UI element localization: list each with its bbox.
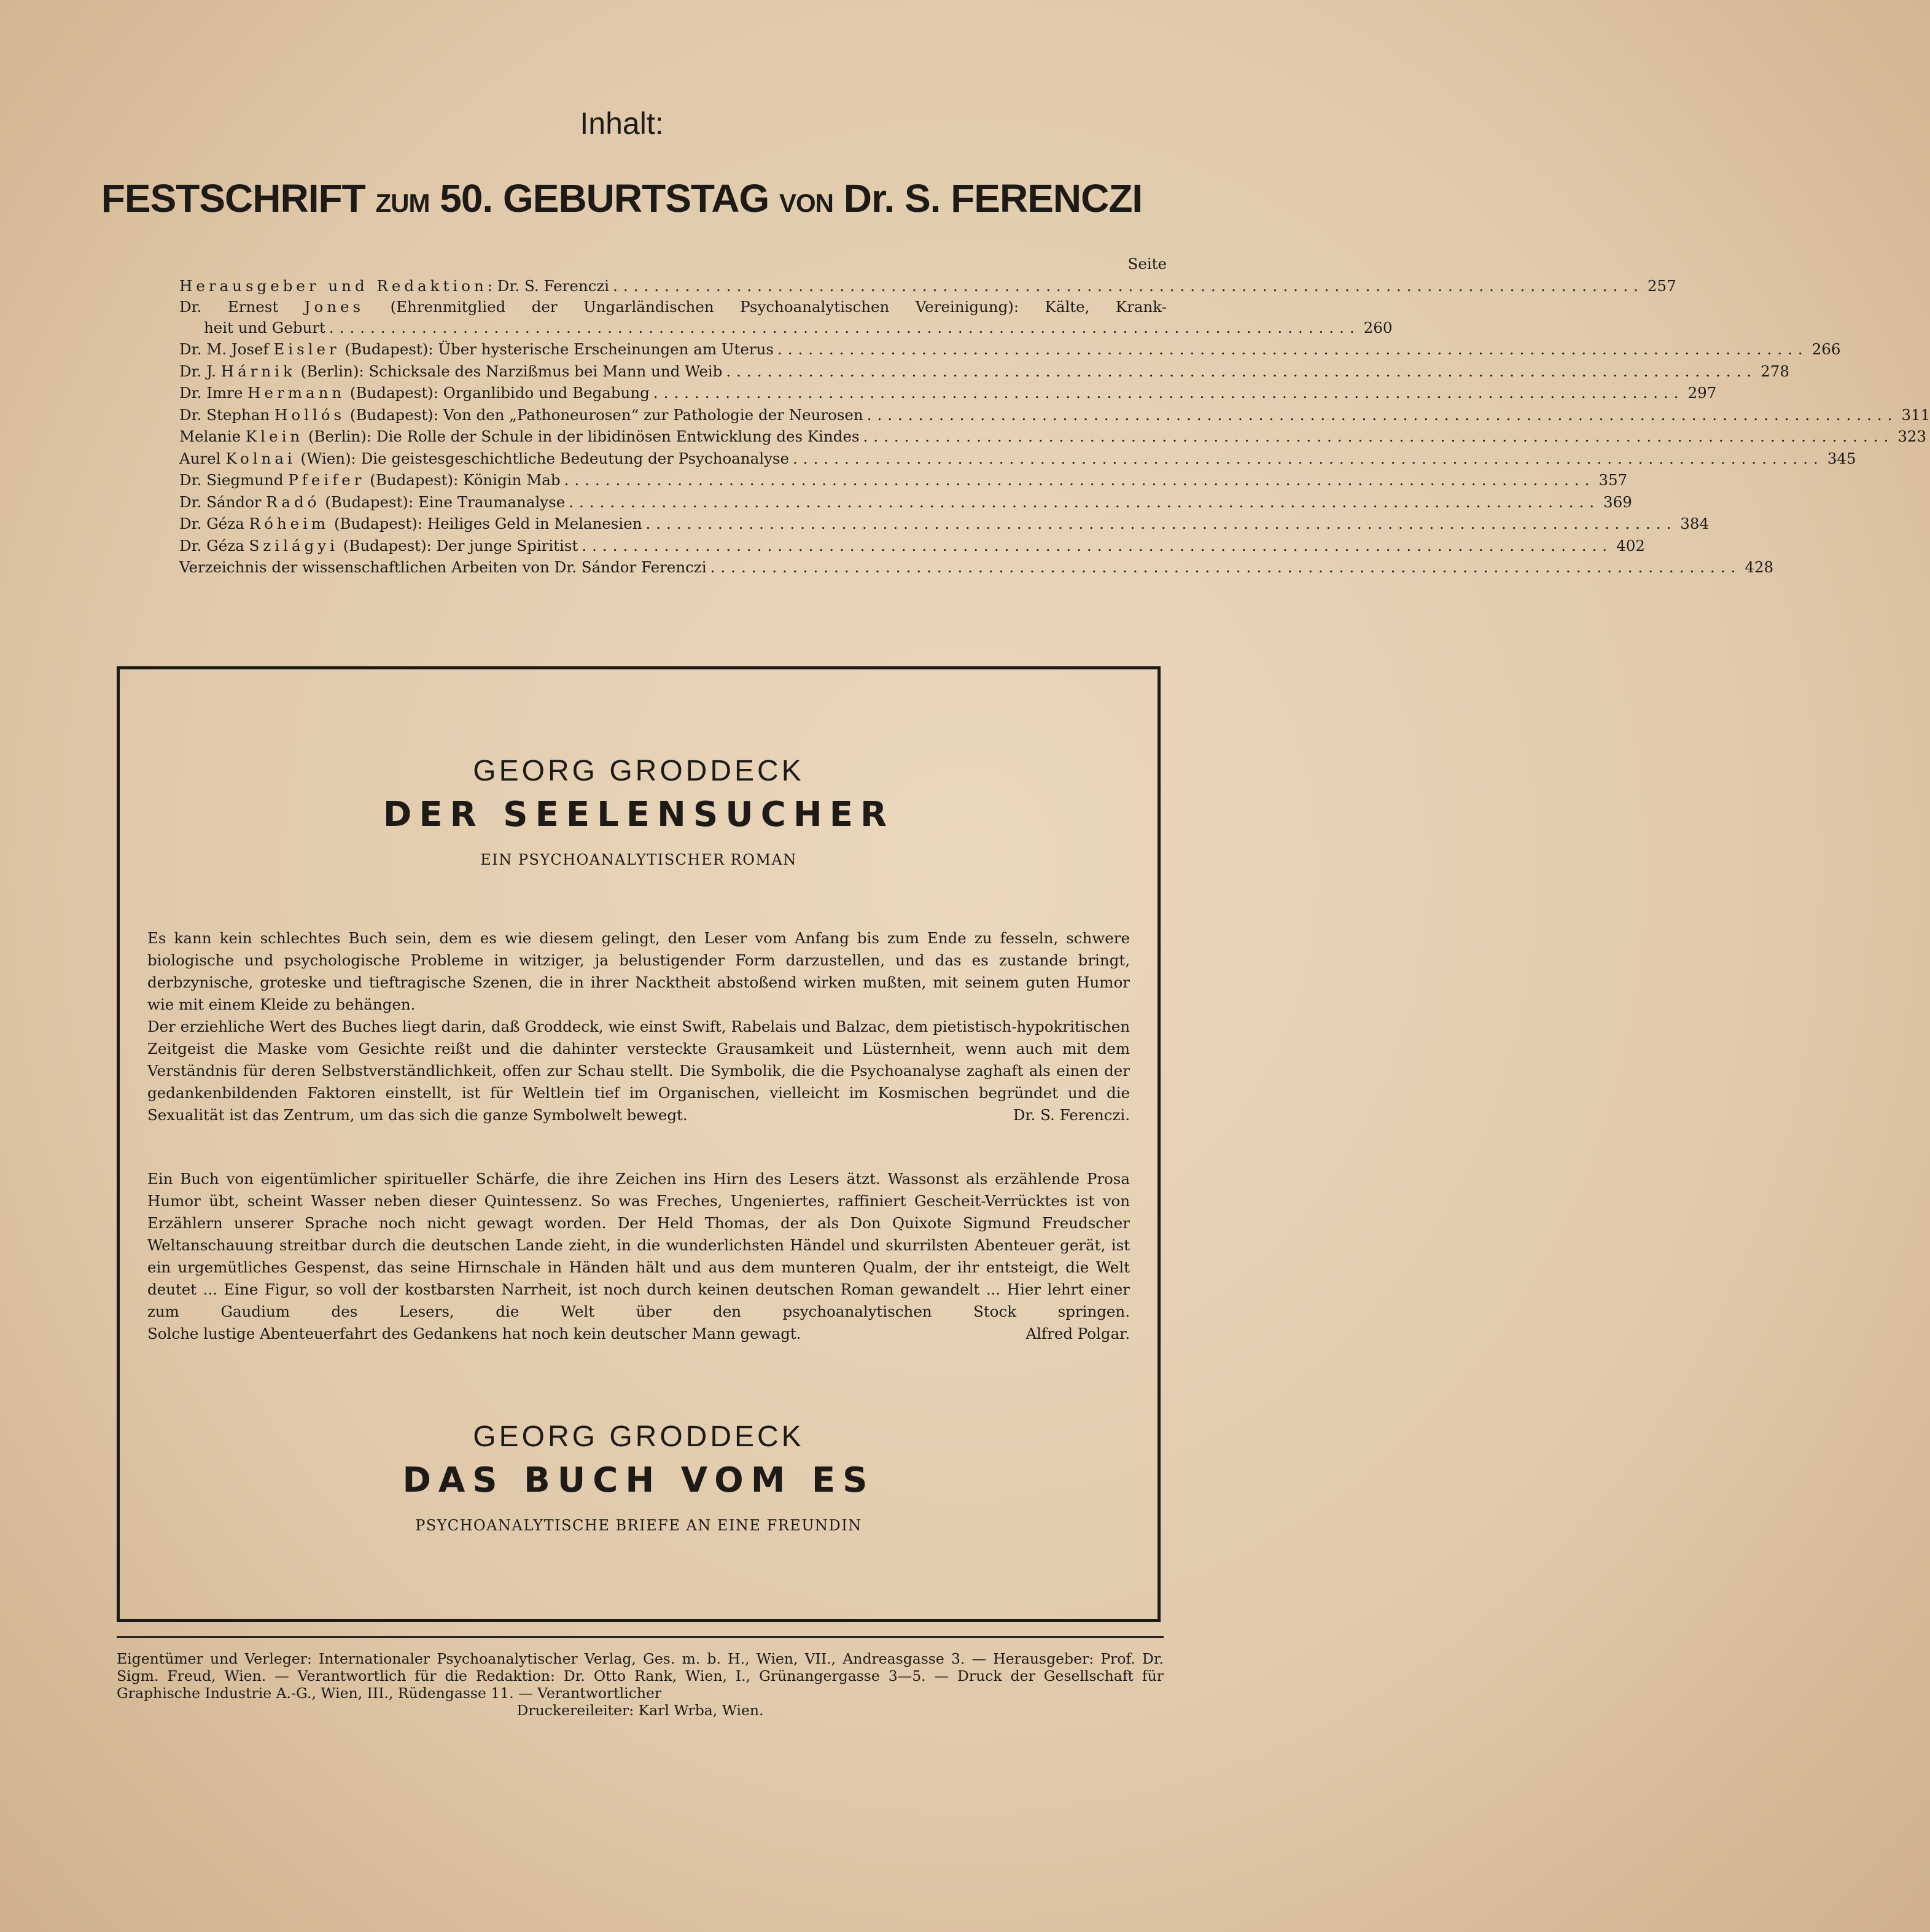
- leader-dots: ....................................................................................................: [726, 362, 1757, 380]
- toc-entry-rest: (Wien): Die geistesgeschichtliche Bedeutung der Psychoanalyse: [295, 449, 790, 467]
- book1-author: GEORG GRODDECK: [473, 755, 804, 787]
- toc-entry-name: Pfeifer: [288, 471, 365, 489]
- toc-entry-page: 357: [1598, 471, 1628, 489]
- book1-title: DER SEELENSUCHER: [383, 795, 895, 835]
- toc-entry-page: 266: [1811, 340, 1841, 358]
- toc-entry: [179, 360, 1789, 383]
- toc-entry: [179, 275, 1676, 297]
- table-of-contents: [179, 253, 1930, 578]
- advertisement-box: [117, 666, 1161, 1622]
- toc-entry-name: Jones: [304, 298, 365, 316]
- leader-dots: ....................................................................................................: [793, 449, 1824, 467]
- toc-entry-rest: (Berlin): Die Rolle der Schule in der libidinösen Entwicklung des Kindes: [303, 427, 860, 445]
- toc-entry-prefix: Aurel: [179, 449, 226, 467]
- toc-entry-prefix: Dr. Géza: [179, 515, 249, 532]
- leader-dots: ....................................................................................................: [329, 319, 1360, 337]
- toc-entry-name: Radó: [266, 493, 321, 511]
- toc-entry-rest: (Budapest): Der junge Spiritist: [338, 536, 578, 555]
- toc-entry: [179, 448, 1856, 470]
- leader-dots: ....................................................................................................: [710, 558, 1741, 576]
- toc-entry: [179, 491, 1632, 513]
- toc-entry-page: 369: [1603, 493, 1632, 511]
- imprint-text: Eigentümer und Verleger: Internationaler Psychoanalytischer Verlag, Ges. m. b. H., Wien, VII., Andreasgasse 3. — Herausgeber: Prof. Dr. Sigm. Freud, Wien. — Verantwortlich für die Redaktion: Dr. Otto Rank, Wien, I., Grünangergasse 3—5. — Druck der Gesellschaft für Graphische Industrie A.-G., Wien, III., Rüdengasse 11. — Verantwortlicher: [117, 1650, 1164, 1702]
- review-polgar-last-line: [147, 1323, 1130, 1345]
- toc-entry-rest: (Ehrenmitglied der Ungarländischen Psychoanalytischen Vereinigung): Kälte, Krank-: [364, 298, 1167, 316]
- publisher-imprint: [117, 1636, 1164, 1719]
- toc-entry-page: 311: [1901, 405, 1930, 424]
- book2-title: DAS BUCH VOM ES: [402, 1460, 875, 1500]
- review-ferenczi-paragraph-2-text: Der erziehliche Wert des Buches liegt darin, daß Groddeck, wie einst Swift, Rabelais und Balzac, dem pietistisch-hypokritischen Zeitgeist die Maske vom Gesichte reißt und die dahinter versteckte Grausamkeit und Lüsternheit, wenn auch mit dem Verständnis für deren Selbstverständlichkeit, offen zur Schau stellt. Die Symbolik, die die Psychoanalyse zaghaft als einen der gedankenbildenden Faktoren einstellt, ist für Weltlein tief im Organischen, vielleicht im Kosmischen begründet und die Sexualität ist das Zentrum, um das sich die ganze Symbolwelt bewegt.: [147, 1018, 1130, 1124]
- toc-entry-page: 384: [1680, 515, 1710, 532]
- page-column-label: Seite: [1127, 255, 1167, 273]
- toc-entry-rest: (Budapest): Heiliges Geld in Melanesien: [329, 515, 642, 532]
- leader-dots: ....................................................................................................: [613, 276, 1644, 295]
- title-part-1: FESTSCHRIFT: [101, 176, 376, 220]
- review-ferenczi: [147, 927, 1130, 1126]
- toc-entry-rest: (Budapest): Königin Mab: [365, 471, 561, 489]
- toc-entry-prefix: Dr. J.: [179, 362, 221, 380]
- title-small-1: ZUM: [375, 189, 430, 217]
- toc-entry-rest: (Budapest): Über hysterische Erscheinungen am Uterus: [340, 340, 774, 358]
- review-polgar-body: Ein Buch von eigentümlicher spiritueller Schärfe, die ihre Zeichen ins Hirn des Lesers ätzt. Wassonst als erzählende Prosa Humor übt, scheint Wasser neben dieser Quintessenz. So was Freches, Ungeniertes, raffiniert Gescheit-Verrücktes ist von Erzählern unserer Sprache noch nicht gewagt worden. Der Held Thomas, der als Don Quixote Sigmund Freudscher Weltanschauung streitbar durch die deutschen Lande zieht, in die wunderlichsten Händel und skurrilsten Abenteuer gerät, ist ein urgemütliches Gespenst, das seine Hirnschale in Händen hält und aus dem munteren Qualm, der ihr entsteigt, die Welt deutet ... Eine Figur, so voll der kostbarsten Narrheit, ist noch durch keinen deutschen Roman gewandelt ... Hier lehrt einer zum Gaudium des Lesers, die Welt über den psychoanalytischen Stock springen.: [147, 1170, 1130, 1320]
- toc-entry-name: Klein: [245, 427, 304, 445]
- toc-entry-page: 257: [1647, 276, 1676, 295]
- toc-entry: [179, 297, 1393, 338]
- toc-entry: [179, 535, 1645, 557]
- toc-entry-rest: : Dr. S. Ferenczi: [487, 276, 610, 295]
- toc-entry-name: Hermann: [247, 384, 346, 402]
- toc-entry: [179, 404, 1930, 426]
- toc-entry-page: 345: [1827, 449, 1856, 467]
- review-polgar-last-line-text: Solche lustige Abenteuerfahrt des Gedankens hat noch kein deutscher Mann gewagt.: [147, 1325, 801, 1342]
- toc-entry-prefix: Dr. Stephan: [179, 405, 275, 424]
- toc-entry-page: 297: [1687, 384, 1717, 402]
- leader-dots: ....................................................................................................: [653, 384, 1684, 402]
- review-polgar-signature: Alfred Polgar.: [1025, 1325, 1130, 1342]
- toc-entry-rest: (Budapest): Organlibido und Begabung: [345, 384, 650, 402]
- toc-entry-rest: (Budapest): Eine Traumanalyse: [320, 493, 566, 511]
- toc-entry: [179, 426, 1927, 448]
- leader-dots: ....................................................................................................: [866, 405, 1898, 424]
- toc-entry-page: 278: [1761, 362, 1789, 380]
- toc-entry-prefix: Dr. Siegmund: [179, 471, 289, 489]
- title-part-2: 50. GEBURTSTAG: [429, 176, 779, 220]
- review-polgar: [147, 1168, 1130, 1345]
- toc-entry-prefix: Dr. Sándor: [179, 493, 267, 511]
- leader-dots: ....................................................................................................: [863, 427, 1894, 445]
- book2-subtitle: PSYCHOANALYTISCHE BRIEFE AN EINE FREUNDIN: [415, 1517, 862, 1534]
- toc-entry-name: Szilágyi: [249, 536, 338, 555]
- leader-dots: ....................................................................................................: [645, 515, 1677, 532]
- toc-entry-rest-continued: heit und Geburt: [204, 319, 325, 337]
- toc-entry-prefix: Dr. Ernest: [179, 298, 305, 316]
- title-part-3: Dr. S. FERENCZI: [833, 176, 1143, 220]
- toc-entry-name: Hárnik: [220, 362, 296, 380]
- toc-entry-page: 323: [1897, 427, 1927, 445]
- toc-entry-prefix: Dr. M. Josef: [179, 340, 274, 358]
- toc-entry: [179, 513, 1710, 535]
- toc-entry-name: Herausgeber und Redaktion: [179, 276, 488, 295]
- toc-entry-page: 402: [1616, 536, 1645, 555]
- title-small-2: VON: [779, 189, 834, 217]
- contents-heading: Inhalt:: [580, 106, 664, 141]
- leader-dots: ....................................................................................................: [777, 340, 1808, 358]
- toc-entry-prefix: Dr. Imre: [179, 384, 248, 402]
- toc-entry-name: Róheim: [249, 515, 330, 532]
- toc-entry-name: Hollós: [274, 405, 346, 424]
- book1-subtitle: EIN PSYCHOANALYTISCHER ROMAN: [480, 851, 797, 868]
- leader-dots: ....................................................................................................: [564, 471, 1595, 489]
- toc-entry-page: 260: [1363, 319, 1393, 337]
- toc-entry-name: Eisler: [273, 340, 340, 358]
- review-ferenczi-paragraph-1: Es kann kein schlechtes Buch sein, dem es wie diesem gelingt, den Leser vom Anfang bis zum Ende zu fesseln, schwere biologische und psychologische Probleme in witziger, ja belustigender Form darzustellen, und das es zustande bringt, derbzynische, groteske und tieftragische Szenen, die in ihrer Nacktheit abstoßend wirken mußten, mit seinem guten Humor wie mit einem Kleide zu behängen.: [147, 929, 1130, 1013]
- book2-author: GEORG GRODDECK: [473, 1420, 804, 1453]
- toc-entry-name: Kolnai: [225, 449, 296, 467]
- review-ferenczi-signature: Dr. S. Ferenczi.: [1013, 1106, 1130, 1124]
- imprint-last-line: Druckereileiter: Karl Wrba, Wien.: [516, 1702, 764, 1719]
- toc-entry: [179, 556, 1774, 578]
- leader-dots: ....................................................................................................: [582, 536, 1613, 555]
- toc-entry-rest: (Budapest): Von den „Pathoneurosen“ zur Pathologie der Neurosen: [345, 405, 863, 424]
- festschrift-title: [0, 176, 1243, 221]
- review-ferenczi-paragraph-2: [147, 1016, 1130, 1126]
- leader-dots: ....................................................................................................: [569, 493, 1600, 511]
- toc-entry: [179, 338, 1841, 360]
- toc-entry-prefix: Verzeichnis der wissenschaftlichen Arbeiten von Dr. Sándor Ferenczi: [179, 558, 707, 576]
- toc-entry-rest: (Berlin): Schicksale des Narzißmus bei Mann und Weib: [295, 362, 723, 380]
- toc-entry: [179, 469, 1628, 491]
- toc-entry-page: 428: [1745, 558, 1774, 576]
- toc-entry: [179, 382, 1717, 404]
- toc-entry-prefix: Dr. Géza: [179, 536, 249, 555]
- toc-entry-prefix: Melanie: [179, 427, 246, 445]
